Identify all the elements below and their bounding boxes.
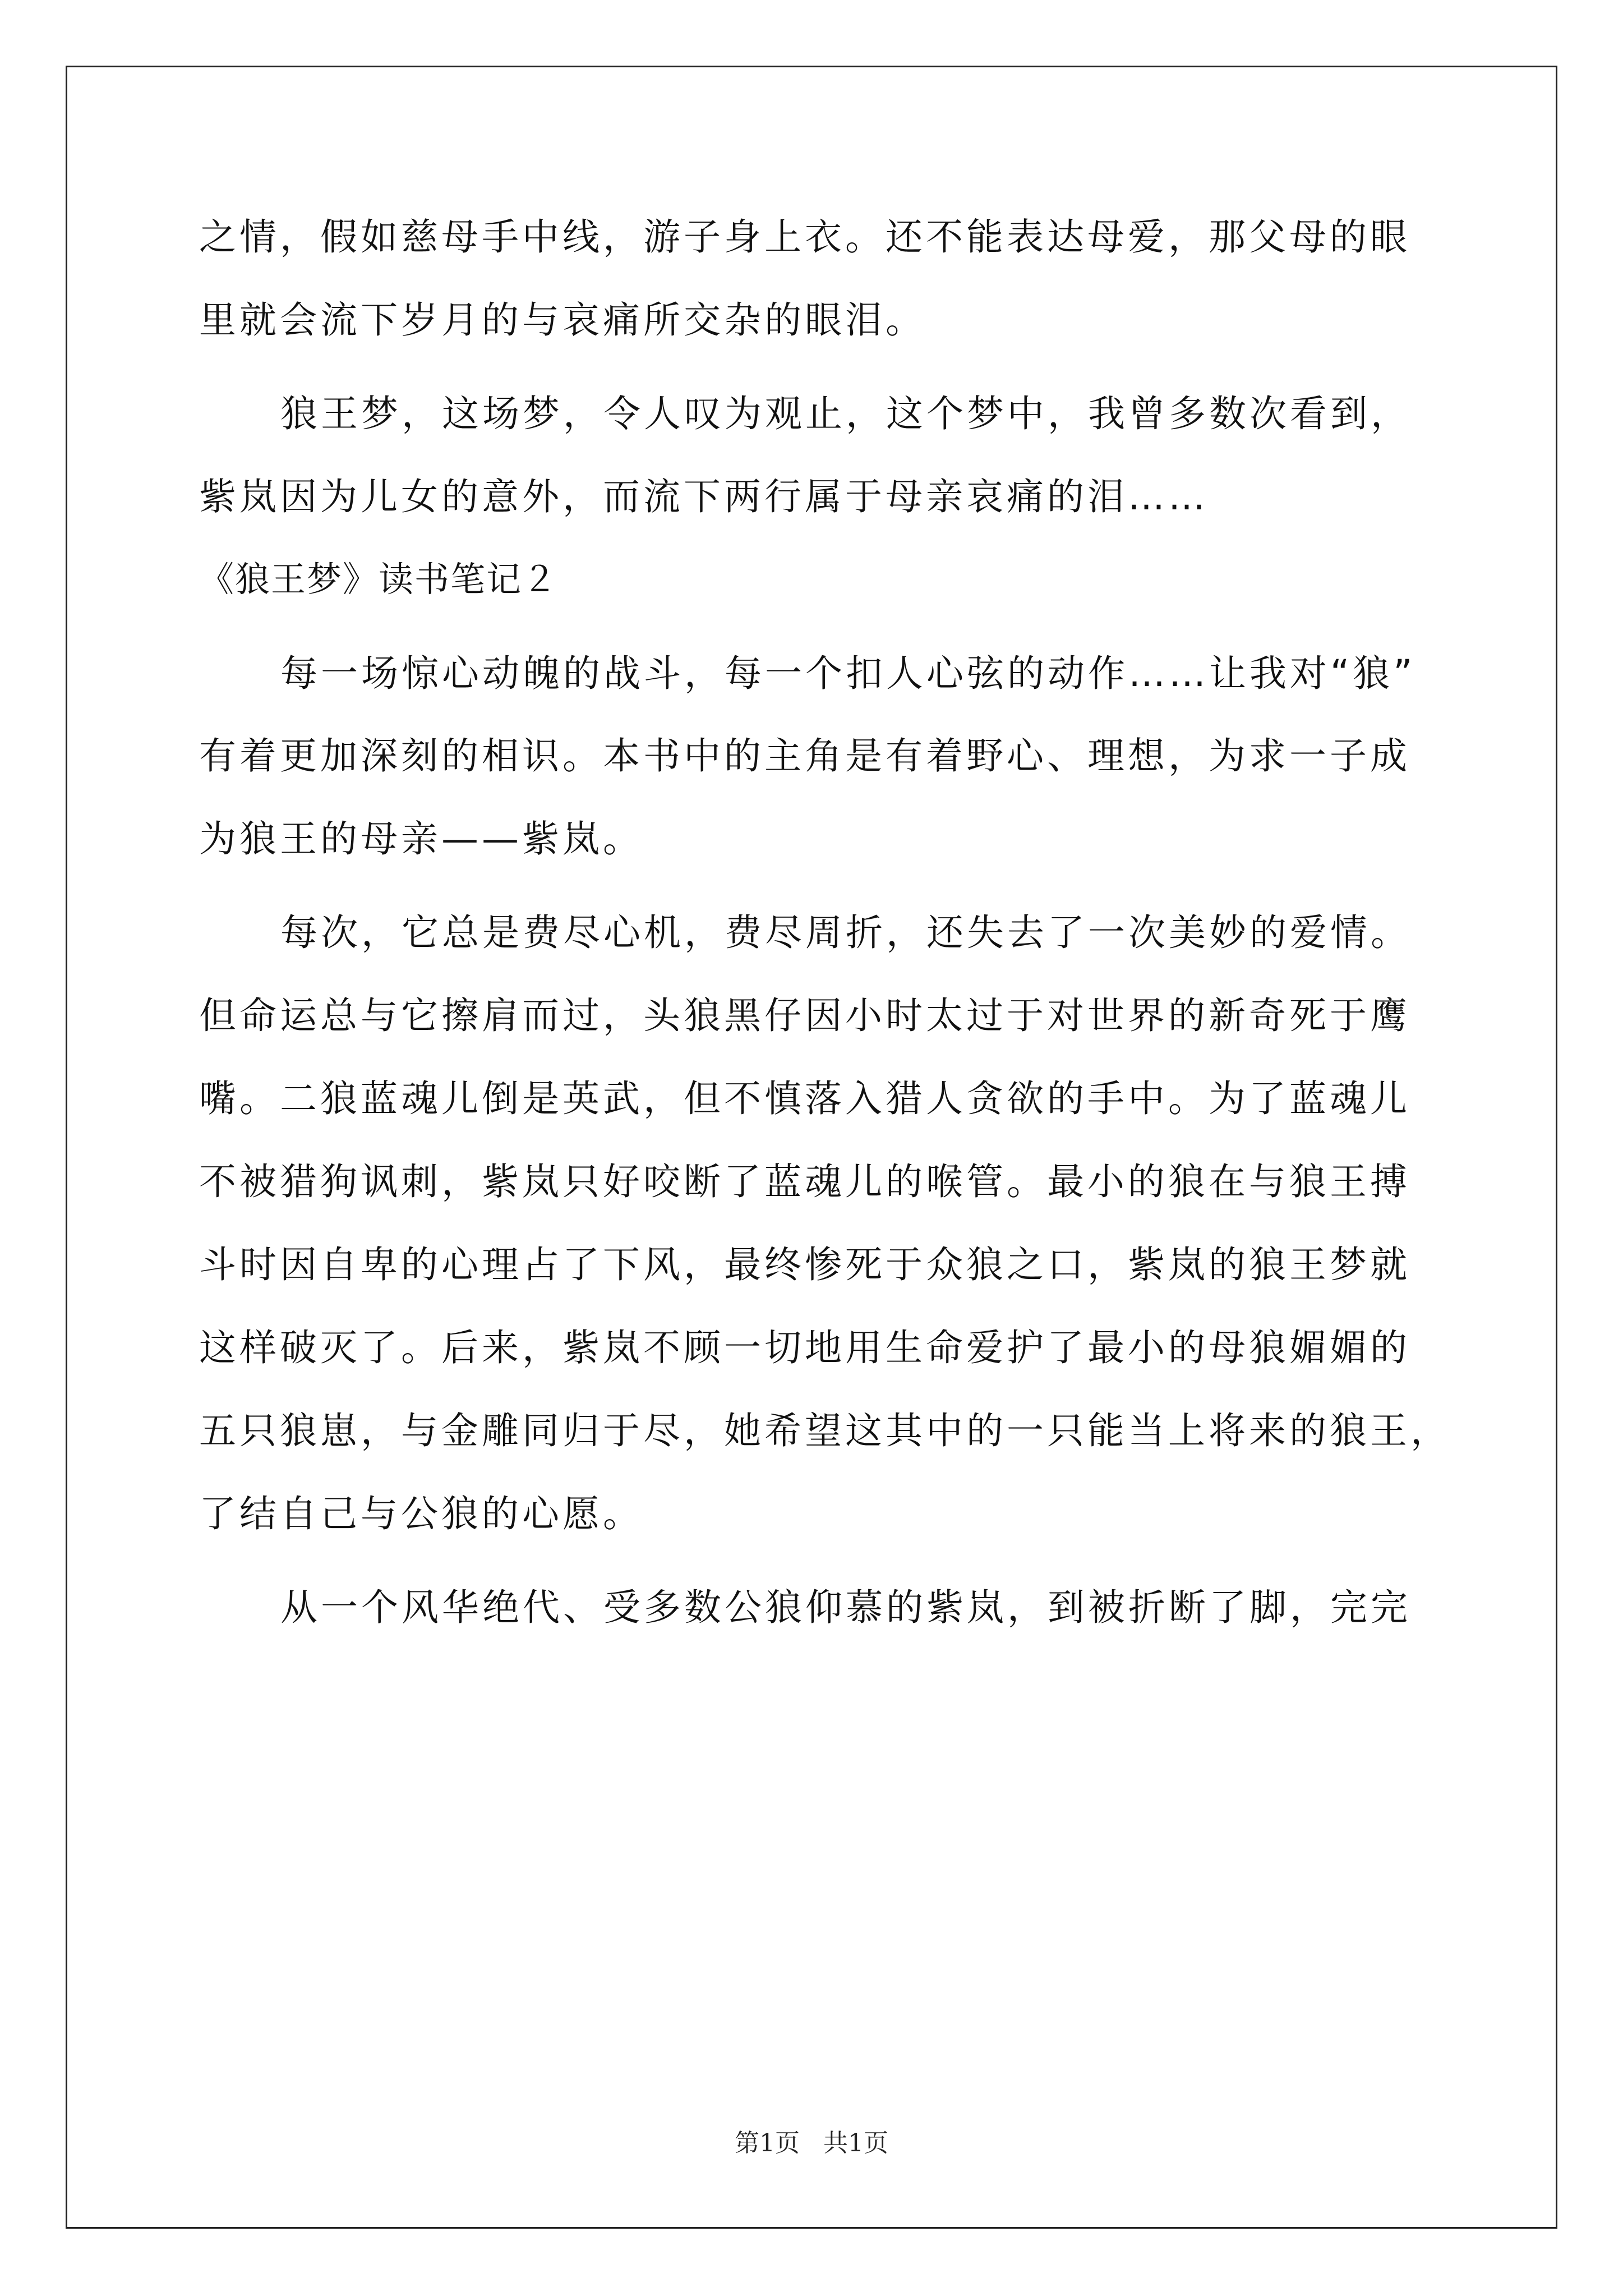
text-line: 有着更加深刻的相识。本书中的主角是有着野心、理想，为求一子成: [199, 734, 1410, 777]
section-heading: 《狼王梦》读书笔记２: [199, 559, 559, 600]
text-line: 嘴。二狼蓝魂儿倒是英武，但不慎落入猎人贪欲的手中。为了蓝魂儿: [199, 1077, 1410, 1120]
text-line: 每一场惊心动魄的战斗，每一个扣人心弦的动作……让我对“狼”: [280, 652, 1416, 695]
text-line: 但命运总与它擦肩而过，头狼黑仔因小时太过于对世界的新奇死于鹰: [199, 994, 1410, 1037]
page-footer: 第1页 共1页: [735, 2129, 888, 2157]
text-line: 里就会流下岁月的与哀痛所交杂的眼泪。: [199, 298, 926, 342]
text-line: 不被猎狗讽刺，紫岚只好咬断了蓝魂儿的喉管。最小的狼在与狼王搏: [199, 1160, 1410, 1203]
text-line: 这样破灭了。后来，紫岚不顾一切地用生命爱护了最小的母狼媚媚的: [199, 1326, 1410, 1369]
text-line: 斗时因自卑的心理占了下风，最终惨死于众狼之口，紫岚的狼王梦就: [199, 1243, 1410, 1286]
text-line: 了结自己与公狼的心愿。: [199, 1492, 643, 1535]
text-line: 每次，它总是费尽心机，费尽周折，还失去了一次美妙的爱情。: [280, 911, 1411, 954]
text-line: 为狼王的母亲——紫岚。: [199, 817, 643, 861]
text-line: 五只狼崽，与金雕同归于尽，她希望这其中的一只能当上将来的狼王，: [199, 1409, 1451, 1452]
text-line: 狼王梦，这场梦，令人叹为观止，这个梦中，我曾多数次看到，: [280, 392, 1411, 435]
text-line: 紫岚因为儿女的意外，而流下两行属于母亲哀痛的泪……: [199, 475, 1209, 518]
page-border: [66, 66, 1557, 2229]
text-line: 之情，假如慈母手中线，游子身上衣。还不能表达母爱，那父母的眼: [199, 215, 1410, 259]
text-line: 从一个风华绝代、受多数公狼仰慕的紫岚，到被折断了脚，完完: [280, 1586, 1411, 1629]
